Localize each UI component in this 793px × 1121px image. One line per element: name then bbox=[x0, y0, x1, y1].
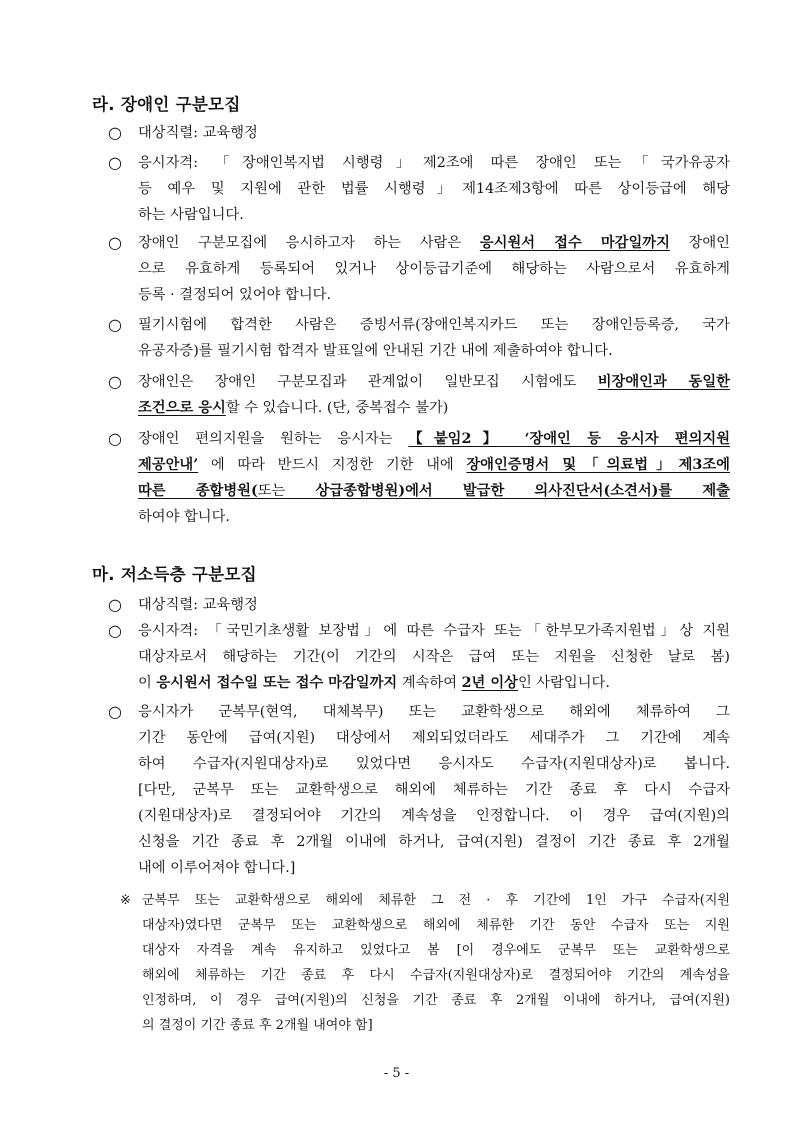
section-title-disability: 라. 장애인 구분모집 bbox=[92, 95, 241, 114]
attachment-reference: 【붙임2】 ‘장애인 등 응시자 편의지원 bbox=[408, 431, 731, 447]
deadline-emphasis: 응시원서 접수일 또는 접수 마감일까지 bbox=[156, 675, 398, 691]
circle-bullet-icon: ○ bbox=[108, 595, 122, 614]
certificate-emphasis: 상급종합병원)에서 발급한 의사진단서(소견서)를 제출 bbox=[285, 483, 730, 499]
circle-bullet-icon: ○ bbox=[108, 372, 122, 391]
circle-bullet-icon: ○ bbox=[108, 153, 122, 172]
circle-bullet-icon: ○ bbox=[108, 621, 122, 640]
circle-bullet-icon: ○ bbox=[108, 702, 122, 721]
circle-bullet-icon: ○ bbox=[108, 233, 122, 252]
page-number: - 5 - bbox=[383, 1066, 410, 1081]
same-condition-emphasis: 비장애인과 동일한 bbox=[597, 374, 730, 390]
document-page: 라. 장애인 구분모집 ○ 대상직렬: 교육행정 ○ 응시자격: 「장애인복지법 시행령」제2조에 따른 장애인 또는「국가유공자 등 예우 및 지원에 관한 법률 시행령」제14조제3항에 따른 상이등급에 해당 하는 사람입니다. ○ 장애인 구분모집에 응시하고자 하는 사람은 응시원서 접수 마감일까지 장애인 으로 유효하게 등록되어 있거나 상이등급기준에 해당하는 사람으로서 유효하게 등록 · 결정되어 있어야 합니다. ○ 필기시험에 합격한 사람은 증빙서류(장애인복지카드 또는 장애인등록증, 국가 유공자증)를 필기시험 합격자 발표일에 안내된 기간 내에 제출하여야 합니다. ○ 장애인은 장애인 구분모집과 관계없이 일반모집 시험에도 비장애인과 동일한 조건으로 응시할 수 있습니다. (단, 중복접수 불가) ○ 장애인 편의지원을 원하는 응시자는 【붙임2】 ‘장애인 등 응시자 편의지원 제공안내’ 에 따라 반드시 지정한 기한 내에 장애인증명서 및「의료법」제3조에 따른 종합병원(또는 상급종합병원)에서 발급한 의사진단서(소견서)를 제출 하여야 합니다. 마. 저소득층 구분모집 ○ 대상직렬: 교육행정 ○ 응시자격: 「국민기초생활 보장법」에 따른 수급자 또는「한부모가족지원법」상 지원 대상자로서 해당하는 기간(이 기간의 시작은 급여 또는 지원을 신청한 날로 봄) 이 응시원서 접수일 또는 접수 마감일까지 계속하여 2년 이상인 사람입니다. ○ 응시자가 군복무(현역, 대체복무) 또는 교환학생으로 해외에 체류하여 그 기간 동안에 급여(지원) 대상에서 제외되었더라도 세대주가 그 기간에 계속 하여 수급자(지원대상자)로 있었다면 응시자도 수급자(지원대상자)로 봅니다. [다만, 군복무 또는 교환학생으로 해외에 체류하는 기간 종료 후 다시 수급자 (지원대상자)로 결정되어야 기간의 계속성을 인정합니다. 이 경우 급여(지원)의 신청을 기간 종료 후 2개월 이내에 하거나, 급여(지원) 결정이 기간 종료 후 2개월 내에 이루어져야 합니다.] ※ 군복무 또는 교환학생으로 해외에 체류한 그 전 · 후 기간에 1인 가구 수급자(지원 대상자)였다면 군복무 또는 교환학생으로 해외에 체류한 기간 동안 수급자 또는 지원 대상자 자격을 계속 유지하고 있었다고 봄 [이 경우에도 군복무 또는 교환학생으로 해외에 체류하는 기간 종료 후 다시 수급자(지원대상자)로 결정되어야 기간의 계속성을 인정하며, 이 경우 급여(지원)의 신청을 기간 종료 후 2개월 이내에 하거나, 급여(지원) 의 결정이 기간 종료 후 2개월 내여야 함] - 5 - bbox=[0, 0, 793, 1121]
circle-bullet-icon: ○ bbox=[108, 123, 122, 142]
section-title-low-income: 마. 저소득층 구분모집 bbox=[92, 565, 257, 584]
reference-mark-icon: ※ bbox=[120, 893, 131, 908]
same-condition-emphasis: 조건으로 응시 bbox=[138, 400, 226, 416]
certificate-emphasis: 따른 종합병원( bbox=[138, 483, 258, 499]
circle-bullet-icon: ○ bbox=[108, 429, 122, 448]
duration-emphasis: 2년 이상 bbox=[461, 675, 518, 691]
certificate-emphasis: 장애인증명서 및「의료법」제3조에 bbox=[466, 457, 730, 473]
attachment-reference: 제공안내’ bbox=[138, 457, 199, 473]
deadline-emphasis: 응시원서 접수 마감일까지 bbox=[479, 235, 670, 251]
circle-bullet-icon: ○ bbox=[108, 315, 122, 334]
